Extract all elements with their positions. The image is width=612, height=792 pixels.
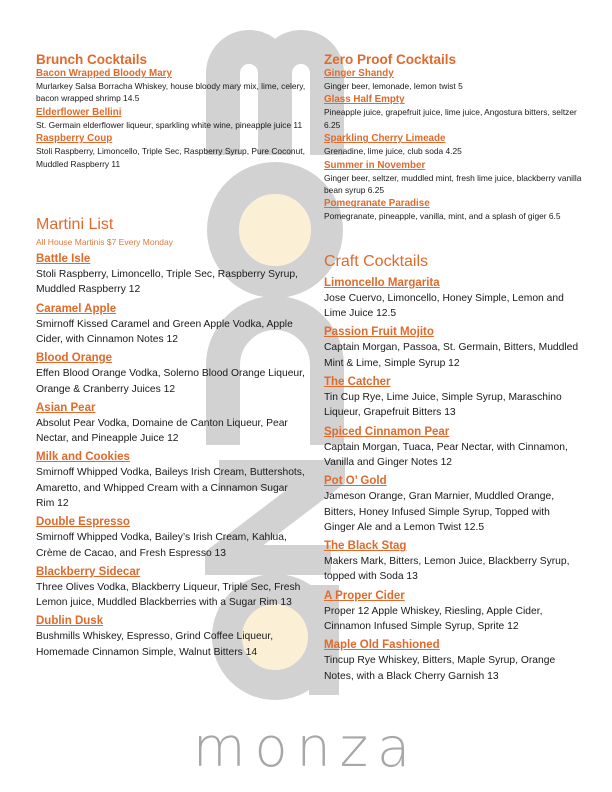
item-name: The Catcher — [324, 376, 391, 389]
martini-list-section — [36, 215, 308, 660]
item-description: Smirnoff Whipped Vodka, Baileys Irish Cream, Buttershots, Amaretto, and Whipped Cream with a Cinnamon Sugar Rim 12 — [36, 467, 305, 509]
item-description: Pomegranate, pineapple, vanilla, mint, and a splash of giger 6.5 — [324, 211, 561, 222]
item-name: Summer in November — [324, 159, 426, 171]
menu-item — [324, 474, 582, 535]
item-name: Raspberry Coup — [36, 133, 113, 145]
item-name: Pot O’ Gold — [324, 475, 387, 488]
item-description: Captain Morgan, Tuaca, Pear Nectar, with Cinnamon, Vanilla and Ginger Notes 12 — [324, 441, 568, 468]
section-title: Brunch Cocktails — [36, 52, 148, 67]
item-description: Bushmills Whiskey, Espresso, Grind Coffee Liqueur, Homemade Cinnamon Simple, Walnut Bitters 14 — [36, 631, 274, 658]
item-name: Glass Half Empty — [324, 94, 405, 106]
item-description: Pineapple juice, grapefruit juice, lime juice, Angostura bitters, seltzer 6.25 — [324, 107, 577, 130]
item-name: Caramel Apple — [36, 302, 117, 315]
left-column — [36, 52, 308, 660]
item-description: Grenadine, lime juice, club soda 4.25 — [324, 146, 462, 157]
menu-item — [324, 539, 582, 585]
menu-item — [324, 375, 582, 421]
section-spacer — [36, 172, 308, 215]
item-name: Elderflower Bellini — [36, 106, 122, 118]
menu-item — [36, 302, 308, 348]
item-description: St. Germain elderflower liqueur, sparkling white wine, pineapple juice 11 — [36, 119, 303, 130]
monza-wordmark: monza — [192, 716, 420, 779]
menu-item — [36, 68, 308, 105]
section-subtitle: All House Martinis $7 Every Monday — [36, 237, 174, 248]
menu-item — [324, 589, 582, 635]
section-spacer — [324, 225, 582, 252]
menu-item — [36, 133, 308, 170]
item-description: Tin Cup Rye, Lime Juice, Simple Syrup, Maraschino Liqueur, Grapefruit Bitters 13 — [324, 392, 562, 419]
item-description: Jose Cuervo, Limoncello, Honey Simple, Lemon and Lime Juice 12.5 — [324, 292, 564, 320]
menu-item — [36, 565, 308, 611]
menu-item — [324, 325, 582, 371]
menu-item — [324, 160, 582, 197]
menu-item — [324, 68, 582, 92]
item-name: Bacon Wrapped Bloody Mary — [36, 68, 172, 79]
item-description: Tincup Rye Whiskey, Bitters, Maple Syrup, Orange Notes, with a Black Cherry Garnish 13 — [324, 655, 556, 682]
menu-item — [36, 252, 308, 298]
item-description: Jameson Orange, Gran Marnier, Muddled Orange, Bitters, Honey Infused Simple Syrup, Topped with Ginger Ale and a Lemon Twist 12.5 — [324, 491, 555, 533]
right-column — [324, 52, 582, 684]
menu-item — [324, 425, 582, 471]
menu-item — [36, 450, 308, 511]
item-description: Stoli Raspberry, Limoncello, Triple Sec, Raspberry Syrup, Muddled Raspberry 12 — [36, 269, 298, 296]
zero-proof-section — [324, 52, 582, 223]
menu-item — [36, 401, 308, 447]
item-name: Spiced Cinnamon Pear — [324, 425, 450, 438]
menu-item — [324, 638, 582, 684]
item-description: Proper 12 Apple Whiskey, Riesling, Apple Cider, Cinnamon Infused Simple Syrup, Sprite 12 — [324, 605, 543, 632]
item-name: Maple Old Fashioned — [324, 639, 440, 652]
item-description: Ginger beer, lemonade, lemon twist 5 — [324, 81, 463, 91]
menu-item — [36, 614, 308, 660]
menu-item — [324, 133, 582, 157]
item-description: Ginger beer, seltzer, muddled mint, fresh lime juice, blackberry vanilla bean syrup 6.25 — [324, 172, 582, 196]
item-name: Milk and Cookies — [36, 451, 130, 464]
section-title: Zero Proof Cocktails — [324, 52, 457, 67]
item-description: Three Olives Vodka, Blackberry Liqueur, Triple Sec, Fresh Lemon juice, Muddled Blackberries with a Sugar Rim 13 — [36, 581, 301, 609]
menu-item — [324, 276, 582, 322]
menu-item — [324, 94, 582, 131]
menu-item — [36, 351, 308, 397]
item-description: Absolut Pear Vodka, Domaine de Canton Liqueur, Pear Nectar, and Pineapple Juice 12 — [36, 417, 288, 445]
menu-item — [324, 198, 582, 222]
item-name: Passion Fruit Mojito — [324, 326, 434, 339]
item-name: Blackberry Sidecar — [36, 565, 141, 578]
item-name: Pomegranate Paradise — [324, 198, 430, 210]
brunch-cocktails-section — [36, 52, 308, 170]
menu-item — [36, 107, 308, 131]
item-description: Makers Mark, Bitters, Lemon Juice, Blackberry Syrup, topped with Soda 13 — [324, 556, 570, 583]
item-name: A Proper Cider — [324, 589, 405, 602]
item-name: Battle Isle — [36, 253, 91, 266]
item-description: Smirnoff Kissed Caramel and Green Apple Vodka, Apple Cider, with Cinnamon Notes 12 — [36, 318, 293, 345]
item-description: Effen Blood Orange Vodka, Solerno Blood Orange Liqueur, Orange & Cranberry Juices 12 — [36, 368, 305, 395]
item-description: Murlarkey Salsa Borracha Whiskey, house bloody mary mix, lime, celery, bacon wrapped shrimp 14.5 — [36, 81, 306, 104]
section-title: Craft Cocktails — [324, 252, 429, 270]
section-title: Martini List — [36, 216, 114, 234]
item-description: Captain Morgan, Passoa, St. Germain, Bitters, Muddled Mint & Lime, Simple Syrup 12 — [324, 342, 579, 369]
item-description: Stoli Raspberry, Limoncello, Triple Sec, Raspberry Syrup, Pure Coconut, Muddled Raspberry 11 — [36, 146, 305, 169]
item-name: Limoncello Margarita — [324, 276, 440, 289]
craft-cocktails-section — [324, 252, 582, 684]
item-name: Double Espresso — [36, 516, 130, 529]
item-name: Asian Pear — [36, 401, 96, 414]
item-name: Ginger Shandy — [324, 68, 394, 79]
item-name: Blood Orange — [36, 352, 113, 365]
item-name: Sparkling Cherry Limeade — [324, 133, 446, 145]
menu-item — [36, 515, 308, 561]
item-name: The Black Stag — [324, 540, 407, 553]
item-name: Dublin Dusk — [36, 615, 104, 628]
item-description: Smirnoff Whipped Vodka, Bailey’s Irish Cream, Kahlua, Crème de Cacao, and Fresh Espresso 13 — [36, 532, 287, 559]
